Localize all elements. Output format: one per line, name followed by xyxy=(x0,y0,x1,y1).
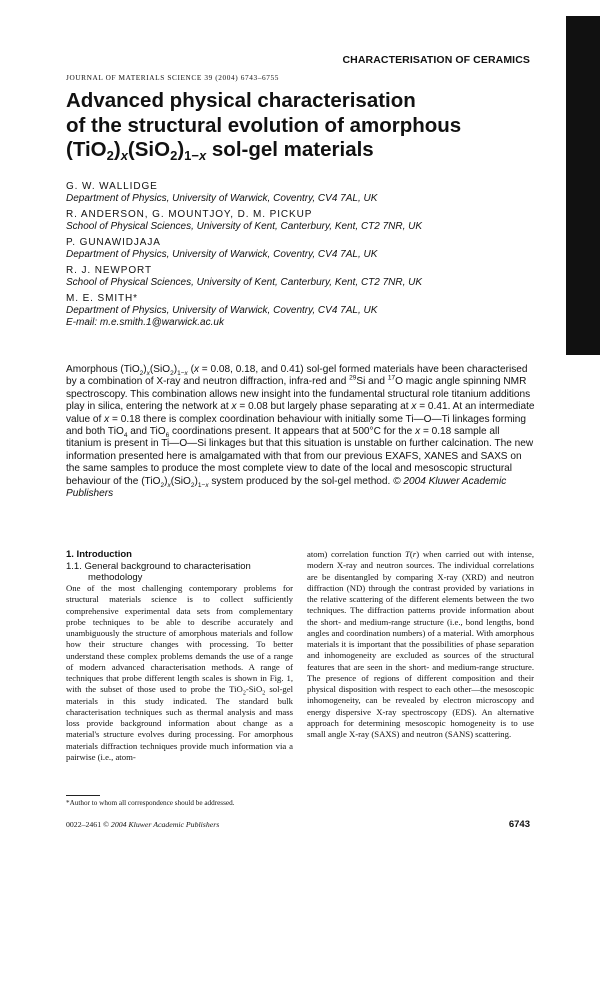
body-column-left xyxy=(66,549,293,763)
author-affiliation: Department of Physics, University of Warwick, Coventry, CV4 7AL, UK xyxy=(66,305,378,316)
author-email[interactable]: E-mail: m.e.smith.1@warwick.ac.uk xyxy=(66,317,224,328)
article-title xyxy=(66,89,546,163)
body-paragraph: atom) correlation function T(r) when carried out with intense, modern X-ray and neutron sources. The individual correlations are be disentangled by comparing X-ray (XRD) and neutron diffraction (ND) through the contrast provided by variations in the relative scattering of the different elements between the two techniques. The diffraction patterns provide information about the short- and medium-range structure (i.e., bond lengths, bond angles and coordination numbers) of a material. With amorphous materials it is important that the possibilities of phase separation and inhomogeneity are excluded as sources of the structural features that are seen in the short- and medium-range structure. The presence of regions of different composition and their physical disposition with respect to each other—the mesoscopic inhomogeneity, can be revealed by electron microscopy and energy dispersive X-ray spectroscopy (EDS). An alternative approach for determining mesoscopic homogeneity is to use small angle X-ray (SAXS) and neutron (SANS) scattering. xyxy=(307,549,535,739)
category-header: CHARACTERISATION OF CERAMICS xyxy=(342,54,530,66)
body-column-right xyxy=(307,549,534,740)
footnote: *Author to whom all correspondence should be addressed. xyxy=(66,799,235,807)
author-affiliation: Department of Physics, University of Warwick, Coventry, CV4 7AL, UK xyxy=(66,249,378,260)
author-affiliation: School of Physical Sciences, University of Kent, Canterbury, Kent, CT2 7NR, UK xyxy=(66,221,423,232)
page-number: 6743 xyxy=(508,819,530,830)
title-line-3: $(TiO_2)_x(SiO_2)_{1-x}$ sol-gel materials xyxy=(66,138,374,163)
author-entry xyxy=(66,180,536,205)
author-entry xyxy=(66,208,536,233)
title-line-2: of the structural evolution of amorphous xyxy=(66,113,462,137)
author-affiliation: Department of Physics, University of Warwick, Coventry, CV4 7AL, UK xyxy=(66,193,378,204)
subsection-heading: 1.1. General background to characterisation methodology xyxy=(66,561,251,583)
abstract: Amorphous $(TiO_2)_x(SiO_2)_{1-x}$ (x = 0.08, 0.18, and 0.41) sol-gel formed materials have been characterised by a combination of X-ray and neutron diffraction, infra-red and $^{29}$Si and $^{17}$O magic angle spinning NMR spectroscopy. This combination allows new insight into the fundamental structural role titanium additions play in silica, entering the network at x = 0.08 but largely phase separating at x = 0.41. At an intermediate value of x = 0.18 there is complex coordination behaviour with initially some Ti—O—Ti linkages forming and both TiO$_4$ and TiO$_6$ coordinations present. It appears that at 500°C for the x = 0.18 sample all titanium is present in Ti—O—Si linkages but that this situation is unstable on further calcination. The new information presented here is amalgamated with that from our previous EXAFS, XANES and SAXS on the same samples to produce the most complete view to date of the local and mesoscopic structural behaviour of the $(TiO_2)_x(SiO_2)_{1-x}$ system produced by the sol-gel method. © 2004 Kluwer Academic Publishers xyxy=(66,364,535,500)
author-entry xyxy=(66,292,536,329)
author-name: M. E. SMITH* xyxy=(66,293,138,304)
title-line-1: Advanced physical characterisation xyxy=(66,89,416,112)
author-list xyxy=(66,180,536,332)
author-entry xyxy=(66,264,536,289)
body-paragraph: One of the most challenging contemporary problems for structural materials science is to collect sufficiently comprehensive experimental data sets from complementary probe techniques to be able to describe accurately and unambiguously the structure of amorphous materials and follow how their structure changes with processing. To better understand these complex problems demands the use of a range of modern advanced characterisation methods. A range of techniques that probe different length scales is shown in Fig. 1, with the subset of those used to probe the TiO$_2$-SiO$_2$ sol-gel materials in this study indicated. The standard bulk characterisation techniques such as thermal analysis and mass loss provide background information about change as a material's structure evolves during processing. For amorphous materials diffraction techniques provide much information via a pairwise (i.e., atom- xyxy=(66,583,293,762)
author-name: P. GUNAWIDJAJA xyxy=(66,237,161,248)
footer-issn: 0022–2461 © 2004 Kluwer Academic Publishers xyxy=(66,820,220,829)
abstract-copyright: © 2004 Kluwer Academic Publishers xyxy=(66,475,507,500)
author-name: R. J. NEWPORT xyxy=(66,265,152,276)
journal-running-head: JOURNAL OF MATERIALS SCIENCE 39 (2004) 6743–6755 xyxy=(66,73,279,82)
section-heading: 1. Introduction xyxy=(66,549,132,560)
author-affiliation: School of Physical Sciences, University of Kent, Canterbury, Kent, CT2 7NR, UK xyxy=(66,277,423,288)
section-thumb-tab xyxy=(566,16,600,355)
footnote-rule xyxy=(66,795,100,796)
author-name: G. W. WALLIDGE xyxy=(66,181,158,192)
author-name: R. ANDERSON, G. MOUNTJOY, D. M. PICKUP xyxy=(66,209,313,220)
author-entry xyxy=(66,236,536,261)
